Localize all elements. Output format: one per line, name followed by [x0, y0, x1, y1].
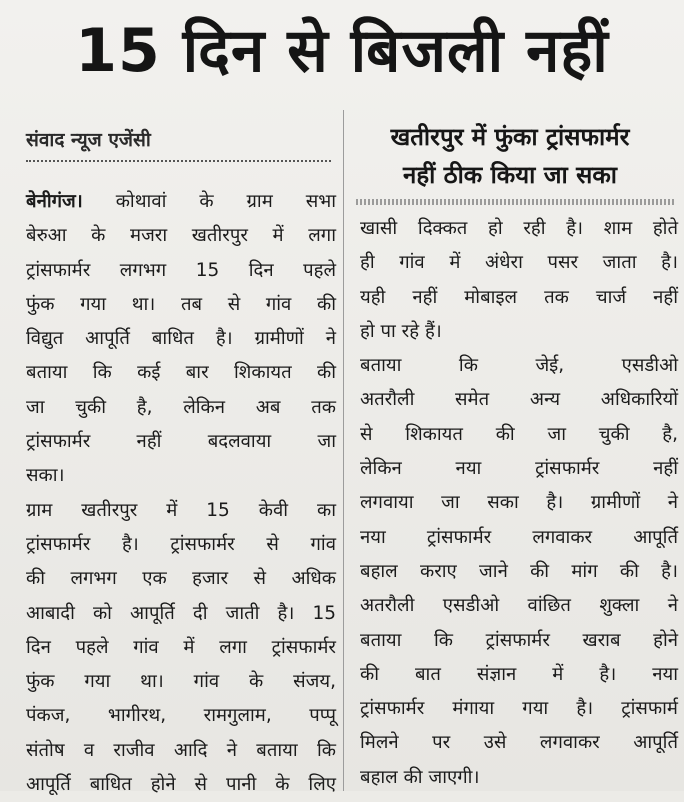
paragraph-line: की लगभग एक हजार से अधिक — [26, 568, 336, 590]
paragraph-line: दिन पहले गांव में लगा ट्रांसफार्मर — [26, 636, 336, 658]
paragraph-line: पंकज, भागीरथ, रामगुलाम, पप्पू — [26, 705, 336, 727]
byline: संवाद न्यूज एजेंसी — [26, 129, 151, 151]
paragraph-line: बहाल कराए जाने की मांग की है। — [360, 560, 678, 582]
paragraph-line: ट्रांसफार्मर है। ट्रांसफार्मर से गांव — [26, 533, 336, 555]
column-divider — [343, 110, 344, 791]
paragraph-line-text: कोथावां के ग्राम सभा — [82, 191, 336, 212]
paragraph-line: नया ट्रांसफार्मर लगवाकर आपूर्ति — [360, 526, 678, 548]
paragraph-line: की बात संज्ञान में है। नया — [360, 663, 678, 685]
paragraph-line: से शिकायत की जा चुकी है, — [360, 423, 678, 445]
paragraph-line — [26, 185, 336, 219]
paragraph-line: सका। — [26, 465, 65, 487]
left-column — [26, 185, 336, 802]
subheadline-line-2: नहीं ठीक किया जा सका — [403, 161, 617, 189]
paragraph-line: ही गांव में अंधेरा पसर जाता है। — [360, 252, 678, 274]
paragraph-line: बहाल की जाएगी। — [360, 766, 480, 788]
paragraph-line: यही नहीं मोबाइल तक चार्ज नहीं — [360, 286, 678, 308]
paragraph-line: मिलने पर उसे लगवाकर आपूर्ति — [360, 732, 678, 754]
paragraph-line: जा चुकी है, लेकिन अब तक — [26, 396, 336, 418]
paragraph-line: हो पा रहे हैं। — [360, 320, 442, 342]
paragraph-line: लगवाया जा सका है। ग्रामीणों ने — [360, 492, 678, 514]
paragraph-line: आबादी को आपूर्ति दी जाती है। 15 — [26, 602, 336, 624]
paragraph-line: बेरुआ के मजरा खतीरपुर में लगा — [26, 225, 336, 247]
paragraph-line: अतरौली एसडीओ वांछित शुक्ला ने — [360, 595, 678, 617]
headline: 15 दिन से बिजली नहीं — [75, 16, 609, 86]
paragraph-line: फुंक गया था। गांव के संजय, — [26, 671, 336, 693]
paragraph-line: आपूर्ति बाधित होने से पानी के लिए — [26, 774, 336, 796]
paragraph-line: बताया कि कई बार शिकायत की — [26, 362, 336, 384]
paragraph-line: ट्रांसफार्मर नहीं बदलवाया जा — [26, 431, 336, 453]
paragraph-line: लेकिन नया ट्रांसफार्मर नहीं — [360, 458, 678, 480]
byline-divider — [26, 160, 331, 162]
subheadline — [345, 118, 675, 194]
subheadline-divider — [356, 199, 674, 205]
paragraph-line: ट्रांसफार्मर मंगाया गया है। ट्रांसफार्म — [360, 698, 678, 720]
paragraph-line: खासी दिक्कत हो रही है। शाम होते — [360, 218, 678, 239]
paragraph-line: फुंक गया था। तब से गांव की — [26, 293, 336, 315]
paragraph-line: विद्युत आपूर्ति बाधित है। ग्रामीणों ने — [26, 328, 336, 350]
paragraph-line: अतरौली समेत अन्य अधिकारियों — [360, 389, 678, 411]
paragraph-line: ग्राम खतीरपुर में 15 केवी का — [26, 499, 336, 521]
paragraph-line: बताया कि जेई, एसडीओ — [360, 355, 678, 377]
subheadline-line-1: खतीरपुर में फुंका ट्रांसफार्मर — [390, 123, 630, 151]
right-column — [360, 212, 678, 795]
paragraph-line: बताया कि ट्रांसफार्मर खराब होने — [360, 629, 678, 651]
dateline: बेनीगंज। — [26, 191, 83, 212]
paragraph-line: ट्रांसफार्मर लगभग 15 दिन पहले — [26, 259, 336, 281]
paragraph-line: संतोष व राजीव आदि ने बताया कि — [26, 739, 336, 761]
